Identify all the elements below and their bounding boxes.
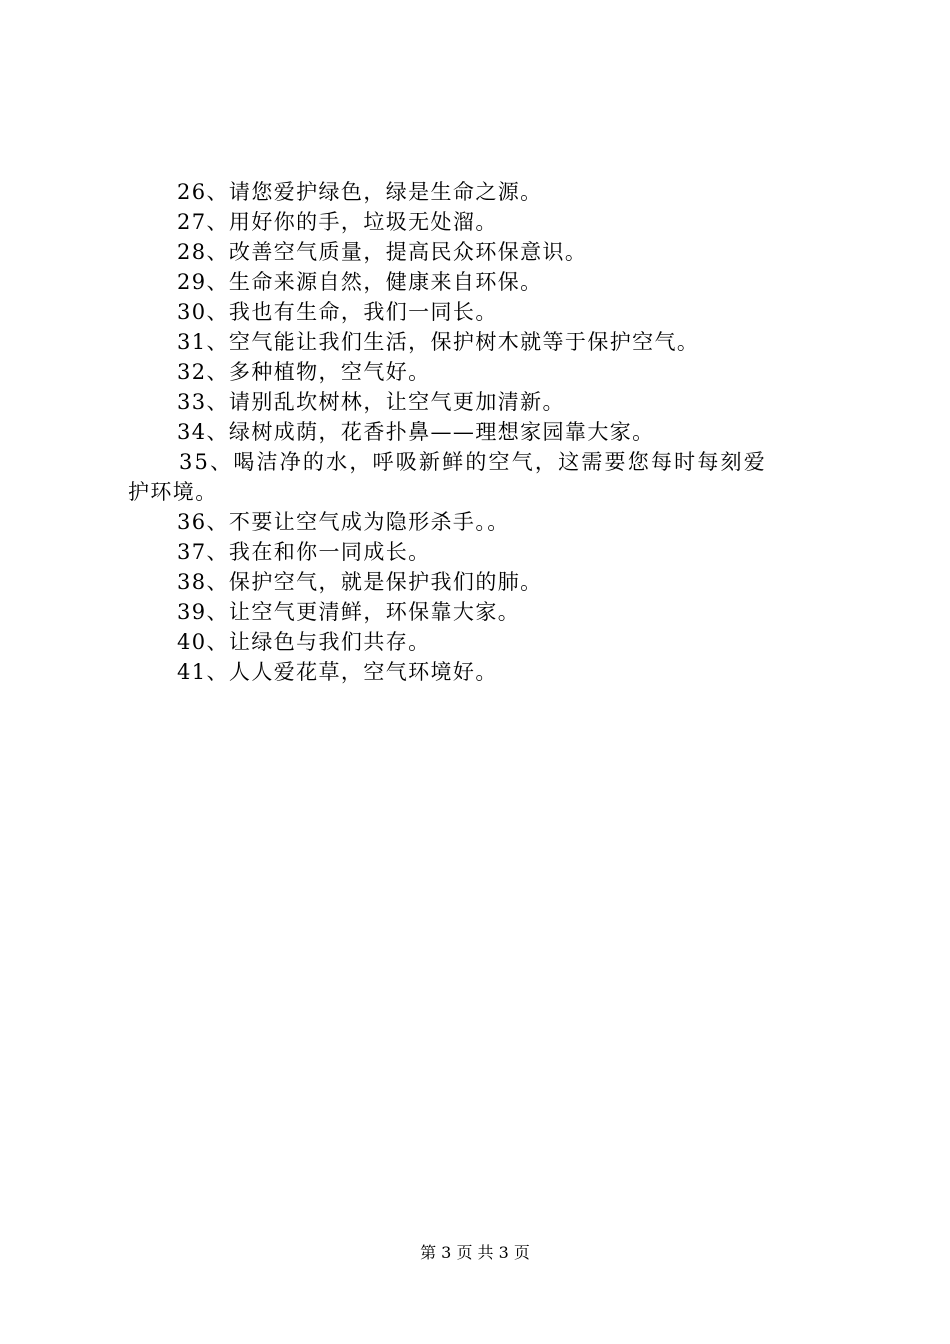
list-item: 34、绿树成荫，花香扑鼻——理想家园靠大家。 <box>177 420 655 444</box>
list-item: 28、改善空气质量，提高民众环保意识。 <box>177 240 588 264</box>
page-footer: 第 3 页 共 3 页 <box>420 1243 530 1262</box>
list-item: 29、生命来源自然，健康来自环保。 <box>177 270 543 294</box>
list-item-line-1: 35、喝洁净的水，呼吸新鲜的空气，这需要您每时每刻爱 <box>179 450 767 474</box>
list-item: 26、请您爱护绿色，绿是生命之源。 <box>177 180 543 204</box>
list-item: 40、让绿色与我们共存。 <box>177 630 431 654</box>
list-item-wrapped <box>128 447 838 507</box>
list-item: 37、我在和你一同成长。 <box>177 540 431 564</box>
list-item: 33、请别乱坎树林，让空气更加清新。 <box>177 390 565 414</box>
list-item: 39、让空气更清鲜，环保靠大家。 <box>177 600 521 624</box>
list-item-line-2: 护环境。 <box>128 480 218 504</box>
list-item: 41、人人爱花草，空气环境好。 <box>177 660 498 684</box>
list-item: 31、空气能让我们生活，保护树木就等于保护空气。 <box>177 330 700 354</box>
list-item: 32、多种植物，空气好。 <box>177 360 431 384</box>
list-item: 27、用好你的手，垃圾无处溜。 <box>177 210 498 234</box>
list-item: 38、保护空气，就是保护我们的肺。 <box>177 570 543 594</box>
list-item: 30、我也有生命，我们一同长。 <box>177 300 498 324</box>
slogan-list <box>128 177 838 687</box>
list-item: 36、不要让空气成为隐形杀手。。 <box>177 510 510 534</box>
